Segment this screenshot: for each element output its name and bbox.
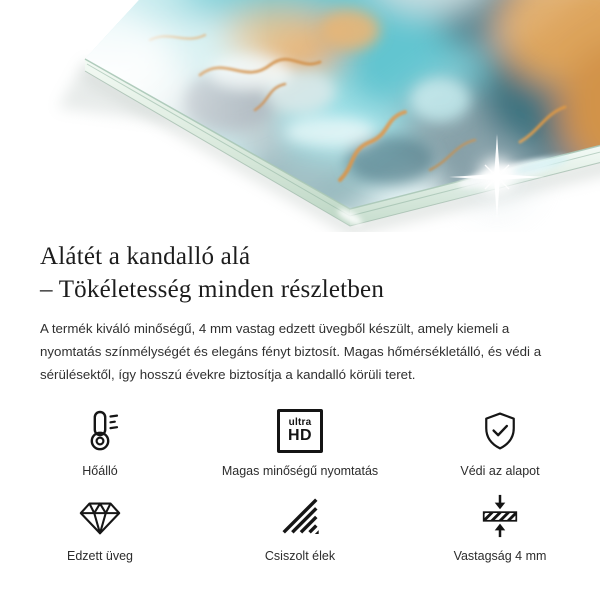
page-title (40, 240, 560, 306)
ultra-hd-icon: ultra HD (277, 407, 323, 455)
feature-label: Hőálló (82, 464, 118, 478)
product-description: A termék kiváló minőségű, 4 mm vastag edzett üvegből készült, amely kiemeli a nyomtatás színmélységét és elegáns fényt biztosít. Magas hőmérsékletálló, és védi a sérülésektől, így hosszú évekre biztosítja a kandalló körüli teret. (40, 321, 542, 382)
glass-panel-art (0, 0, 600, 232)
feature-label: Védi az alapot (460, 464, 540, 478)
thickness-arrows-icon (477, 492, 523, 540)
feature-tempered-glass (0, 492, 200, 563)
feature-print-quality (200, 407, 400, 478)
page-title-line1: Alátét a kandalló alá (40, 243, 251, 270)
page-title-line2: – Tökéletesség minden részletben (40, 276, 385, 303)
feature-label: Vastagság 4 mm (453, 549, 547, 563)
feature-label: Csiszolt élek (264, 549, 336, 563)
features-grid (0, 407, 600, 563)
feature-heat-resistant (0, 407, 200, 478)
diamond-icon (77, 492, 123, 540)
feature-label: Magas minőségű nyomtatás (221, 464, 379, 478)
shield-check-icon (478, 407, 522, 455)
feature-label: Edzett üveg (66, 549, 133, 563)
feature-polished-edges (200, 492, 400, 563)
polished-edges-icon (277, 492, 323, 540)
product-image (0, 0, 600, 232)
thermometer-icon (76, 407, 124, 455)
feature-base-protection (400, 407, 600, 478)
feature-thickness (400, 492, 600, 563)
